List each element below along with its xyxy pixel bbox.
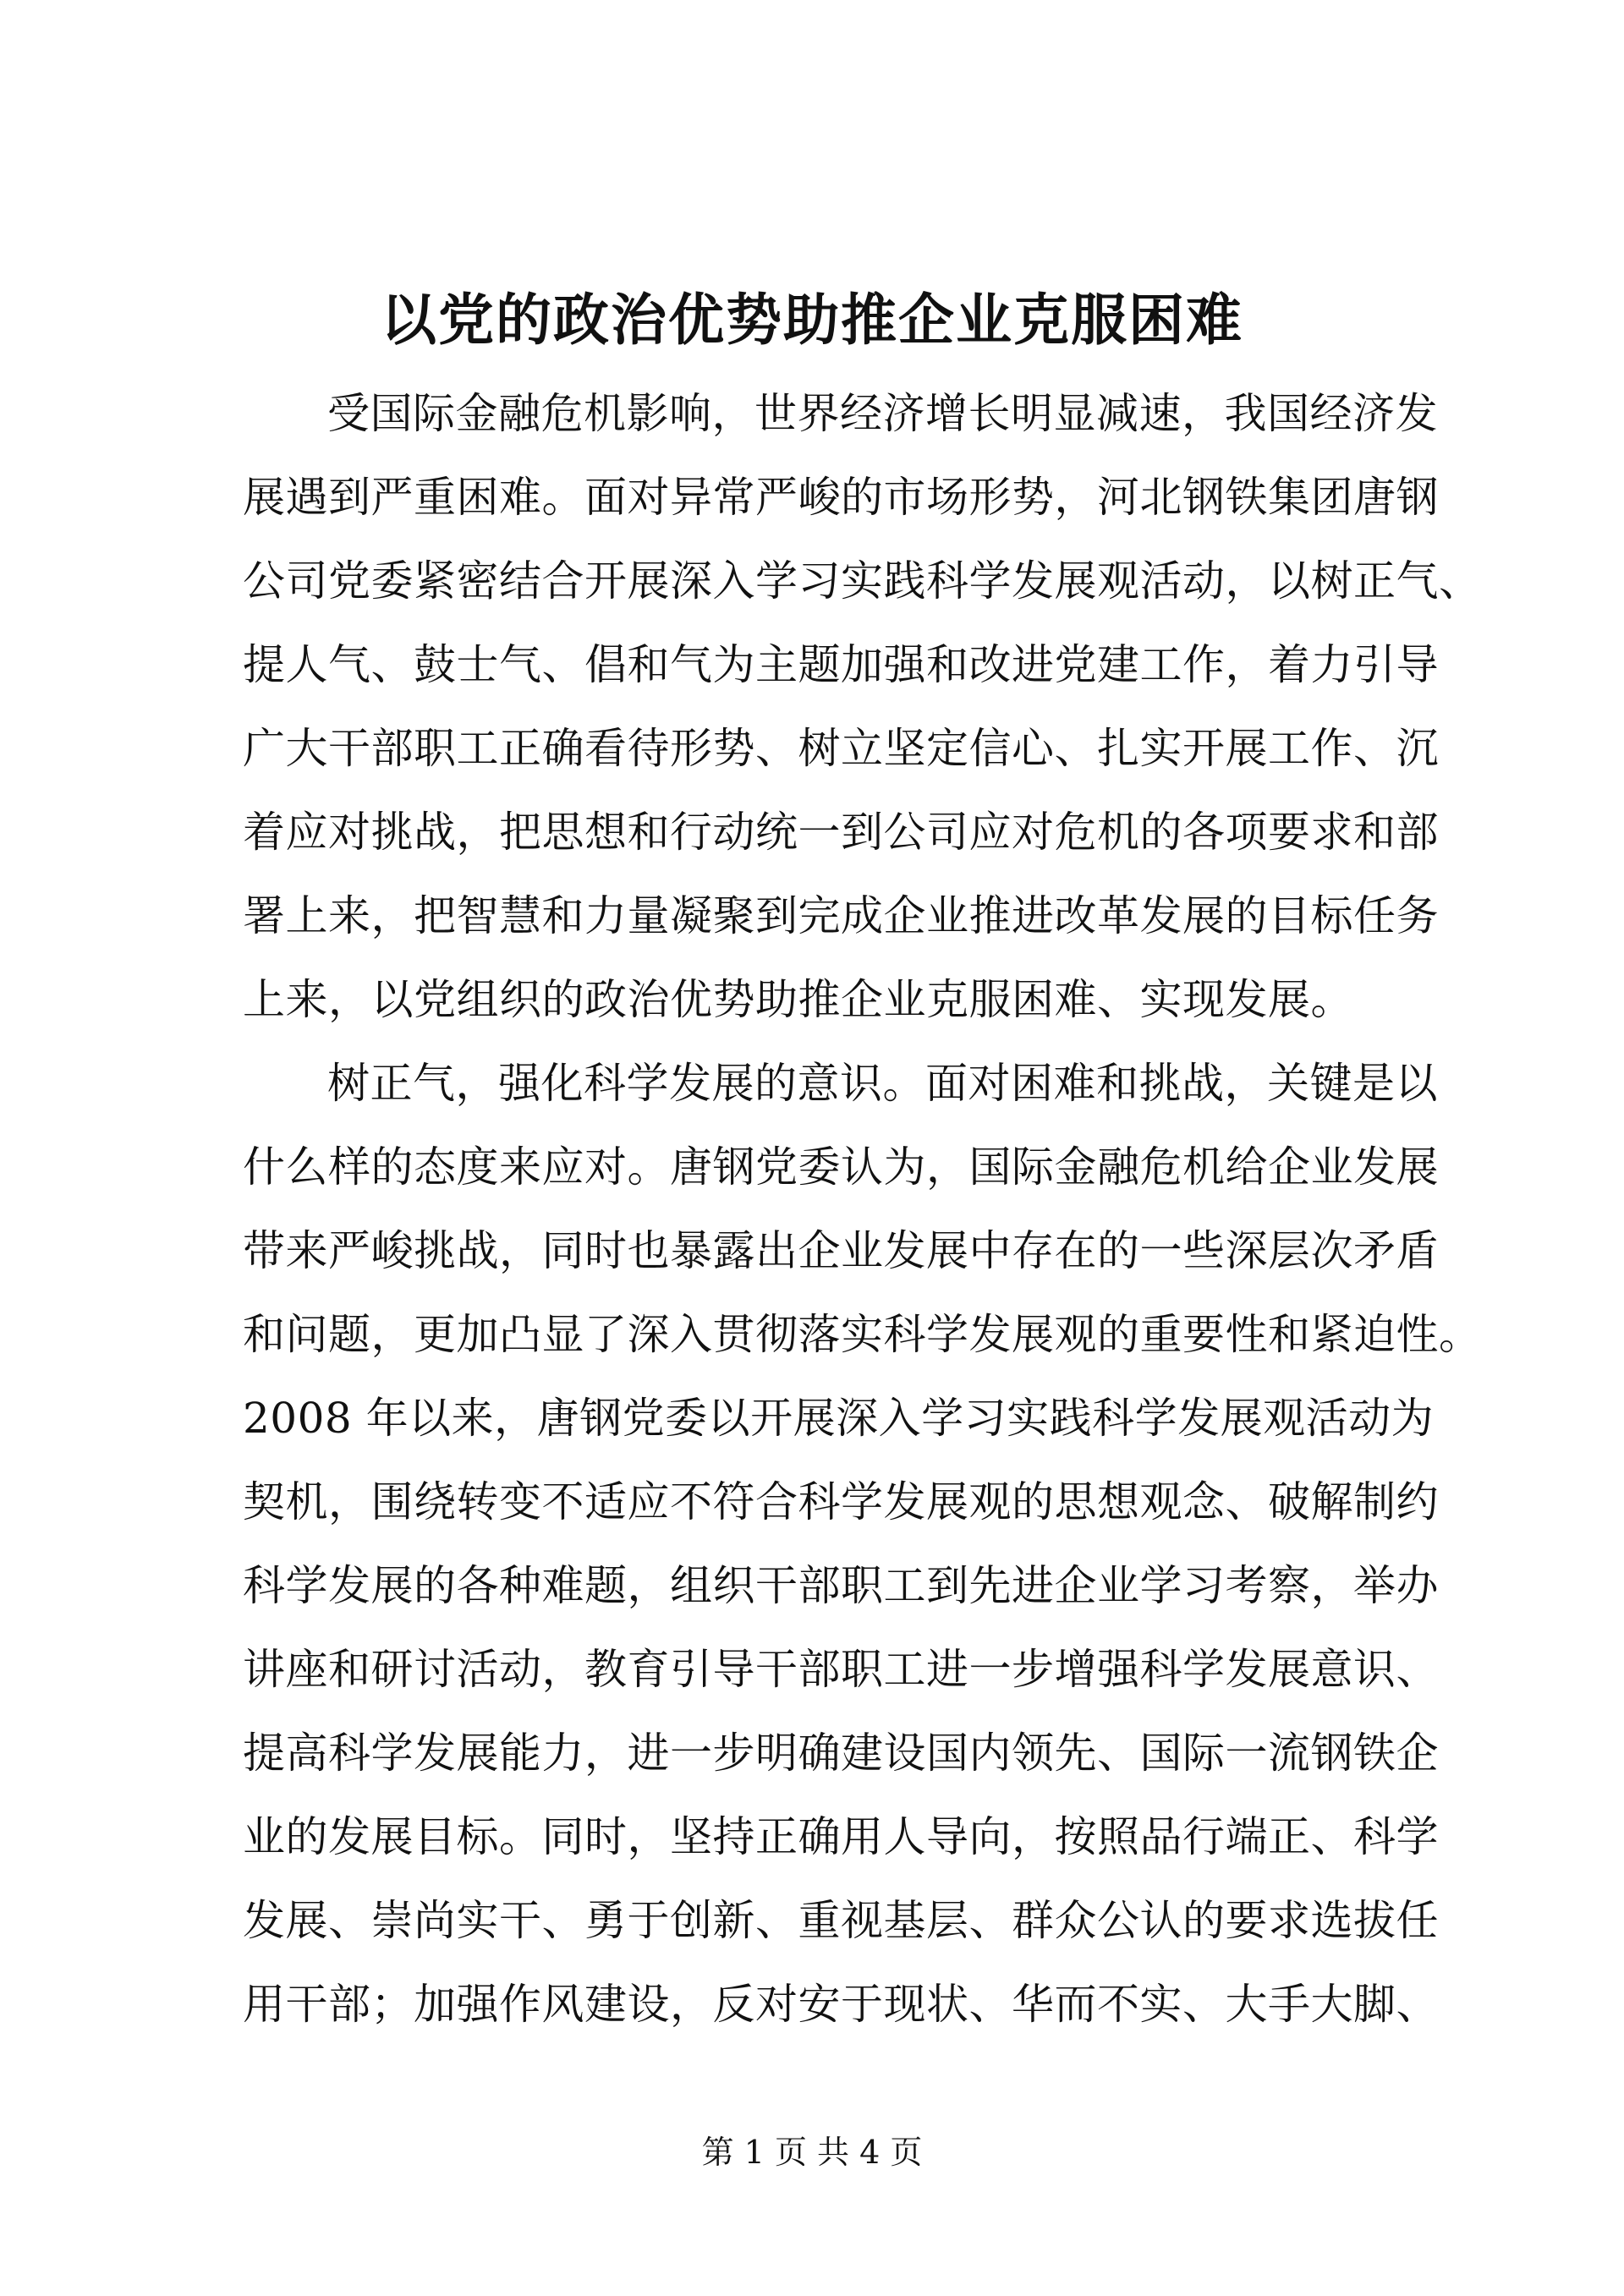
paragraph-2-line-2: 什么样的态度来应对。唐钢党委认为，国际金融危机给企业发展 [243, 1143, 1439, 1192]
paragraph-2-line-6: 契机，围绕转变不适应不符合科学发展观的思想观念、破解制约 [243, 1477, 1439, 1526]
paragraph-1-line-4: 提人气、鼓士气、倡和气为主题加强和改进党建工作，着力引导 [243, 640, 1439, 689]
paragraph-1-line-1: 受国际金融危机影响，世界经济增长明显减速，我国经济发 [327, 389, 1438, 438]
paragraph-2-line-5: 2008 年以来，唐钢党委以开展深入学习实践科学发展观活动为 [243, 1394, 1435, 1443]
paragraph-1-line-8: 上来，以党组织的政治优势助推企业克服困难、实现发展。 [243, 975, 1353, 1024]
paragraph-1-line-2: 展遇到严重困难。面对异常严峻的市场形势，河北钢铁集团唐钢 [243, 473, 1439, 522]
paragraph-2-line-4: 和问题，更加凸显了深入贯彻落实科学发展观的重要性和紧迫性。 [243, 1310, 1482, 1359]
document-body [243, 372, 1482, 2047]
paragraph-2-line-12: 用干部；加强作风建设，反对安于现状、华而不实、大手大脚、 [243, 1980, 1439, 2029]
paragraph-1-line-6: 着应对挑战，把思想和行动统一到公司应对危机的各项要求和部 [243, 808, 1439, 857]
paragraph-2-line-11: 发展、崇尚实干、勇于创新、重视基层、群众公认的要求选拔任 [243, 1896, 1439, 1945]
paragraph-2-line-8: 讲座和研讨活动，教育引导干部职工进一步增强科学发展意识、 [243, 1645, 1439, 1694]
paragraph-1-line-7: 署上来，把智慧和力量凝聚到完成企业推进改革发展的目标任务 [243, 891, 1439, 940]
page-number-footer: 第 1 页 共 4 页 [701, 2134, 923, 2171]
paragraph-2-line-10: 业的发展目标。同时，坚持正确用人导向，按照品行端正、科学 [243, 1812, 1439, 1861]
paragraph-2-line-1: 树正气，强化科学发展的意识。面对困难和挑战，关键是以 [327, 1059, 1438, 1108]
paragraph-2-line-3: 带来严峻挑战，同时也暴露出企业发展中存在的一些深层次矛盾 [243, 1226, 1439, 1275]
paragraph-1-line-3: 公司党委紧密结合开展深入学习实践科学发展观活动，以树正气、 [243, 556, 1482, 606]
paragraph-2-line-7: 科学发展的各种难题，组织干部职工到先进企业学习考察，举办 [243, 1561, 1439, 1610]
paragraph-2-line-9: 提高科学发展能力，进一步明确建设国内领先、国际一流钢铁企 [243, 1729, 1439, 1778]
paragraph-1-line-5: 广大干部职工正确看待形势、树立坚定信心、扎实开展工作、沉 [243, 724, 1439, 773]
document-title: 以党的政治优势助推企业克服困难 [381, 287, 1243, 353]
